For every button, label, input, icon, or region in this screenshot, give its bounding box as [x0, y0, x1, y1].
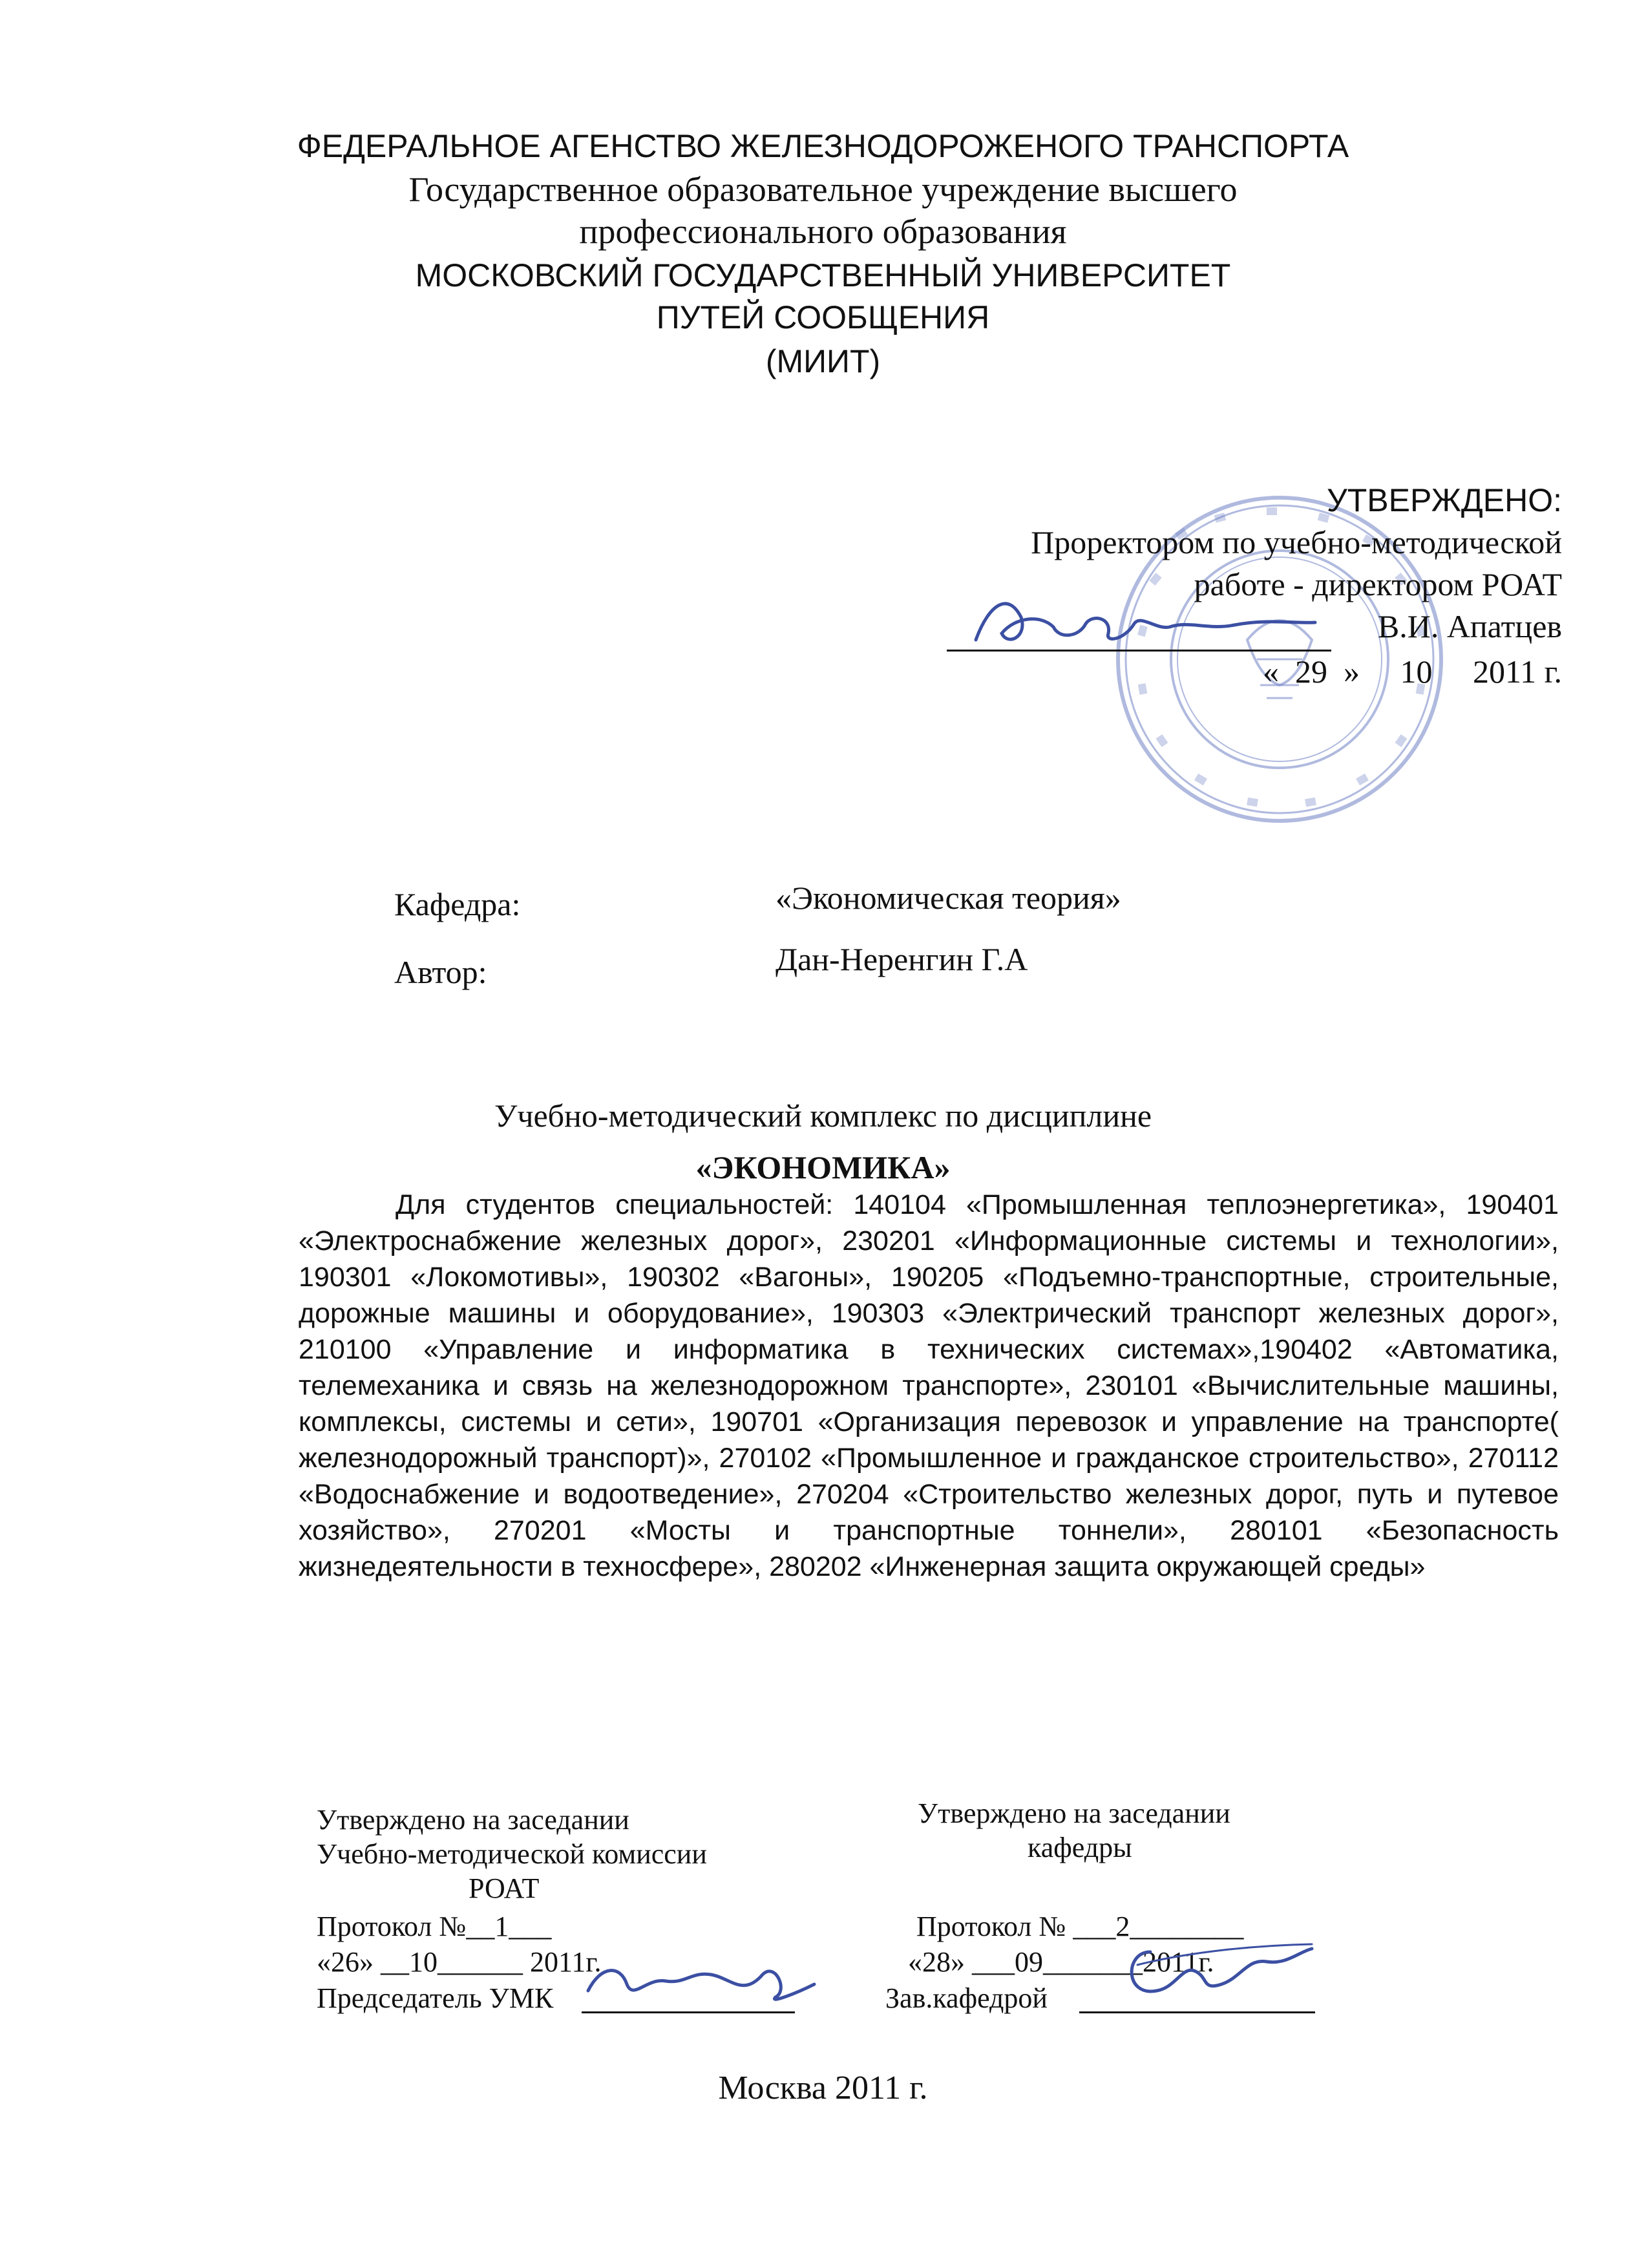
course-subtitle: Учебно-методический комплекс по дисциплине	[494, 1097, 1152, 1134]
head-signature-line	[1079, 2011, 1315, 2013]
department-head: Зав.кафедрой	[885, 1982, 1048, 2014]
city-year: Москва 2011 г.	[718, 2070, 928, 2106]
author-value: Дан-Неренгин Г.А	[776, 941, 1028, 977]
department-protocol: Протокол № ___2________	[916, 1911, 1244, 1942]
commission-protocol: Протокол №__1___	[317, 1911, 552, 1942]
commission-line-2: Учебно-методической комиссии	[317, 1838, 707, 1870]
head-signature	[1112, 1926, 1318, 2010]
rector-signature	[963, 578, 1325, 662]
approval-title: УТВЕРЖДЕНО:	[1326, 482, 1562, 518]
department-date: «28» ___09_______2011г.	[908, 1946, 1214, 1978]
institution-line-1: Государственное образовательное учреждение высшего	[408, 170, 1238, 209]
approval-date: « 29 » 10 2011 г.	[1262, 653, 1562, 690]
department-value: «Экономическая теория»	[776, 880, 1121, 916]
department-label: Кафедра:	[394, 886, 521, 922]
commission-chair: Председатель УМК	[317, 1982, 554, 2014]
approval-line-1: Проректором по учебно-методической	[1031, 524, 1562, 560]
university-abbr: (МИИТ)	[765, 343, 881, 379]
author-label: Автор:	[394, 954, 487, 990]
chair-signature	[582, 1945, 834, 2017]
institution-line-2: профессионального образования	[579, 212, 1067, 251]
commission-line-3: РОАТ	[469, 1872, 540, 1904]
approval-signer: В.И. Апатцев	[1377, 608, 1562, 644]
specialties-paragraph: Для студентов специальностей: 140104 «Промышленная теплоэнергетика», 190401 «Электроснабжение железных дорог», 230201 «Информационные системы и технологии», 190301 «Локомотивы», 190302 «Вагоны», 190205 «Подъемно-транспортные, строительные, дорожные машины и оборудование», 190303 «Электрический транспорт железных дорог», 210100 «Управление и информатика в технических системах»,190402 «Автоматика, телемеханика и связь на железнодорожном транспорте», 230101 «Вычислительные машины, комплексы, системы и сети», 190701 «Организация перевозок и управление на транспорте( железнодорожный транспорт)», 270102 «Промышленное и гражданское строительство», 270112 «Водоснабжение и водоотведение», 270204 «Строительство железных дорог, путь и путевое хозяйство», 270201 «Мосты и транспортные тоннели», 280101 «Безопасность жизнедеятельности в техносфере», 280202 «Инженерная защита окружающей среды»	[299, 1189, 1559, 1582]
department-meeting-line-2: кафедры	[1028, 1832, 1132, 1863]
university-line-2: ПУТЕЙ СООБЩЕНИЯ	[656, 299, 990, 335]
approval-line-2: работе - директором РОАТ	[1194, 566, 1562, 602]
commission-line-1: Утверждено на заседании	[317, 1804, 629, 1836]
department-meeting-line-1: Утверждено на заседании	[918, 1797, 1230, 1829]
university-line-1: МОСКОВСКИЙ ГОСУДАРСТВЕННЫЙ УНИВЕРСИТЕТ	[415, 257, 1231, 293]
course-title: «ЭКОНОМИКА»	[695, 1149, 951, 1185]
commission-date: «26» __10______ 2011г.	[317, 1946, 602, 1978]
agency-name: ФЕДЕРАЛЬНОЕ АГЕНСТВО ЖЕЛЕЗНОДОРОЖЕНОГО ТРАНСПОРТА	[297, 128, 1349, 164]
